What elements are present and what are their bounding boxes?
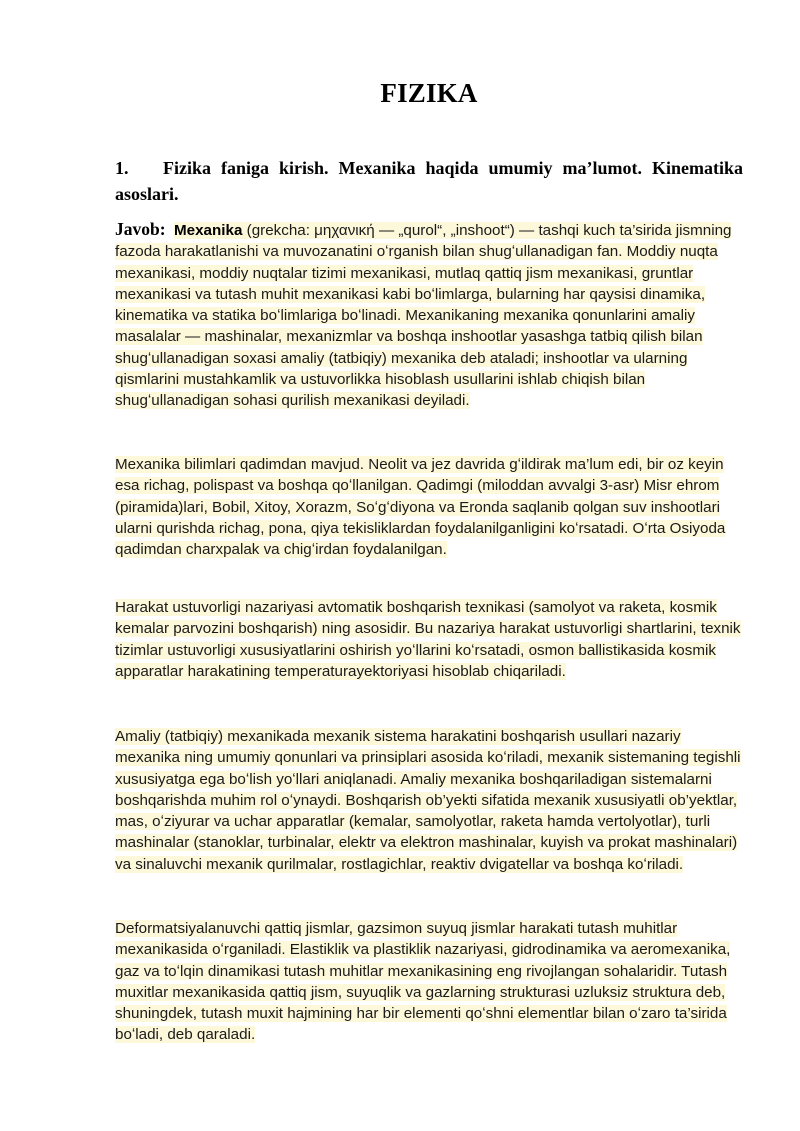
section-title: Fizika faniga kirish. Mexanika haqida umumiy ma’lumot. Kinematika asoslari. [115, 158, 743, 204]
answer-label: Javob: [115, 219, 166, 239]
answer-paragraph-5 [115, 918, 747, 1046]
section-heading [115, 155, 743, 207]
page-title: FIZIKA [380, 78, 478, 108]
answer-paragraph-1 [115, 219, 747, 412]
paragraph-text: Mexanika bilimlari qadimdan mavjud. Neolit va jez davrida gʻildirak ma’lum edi, bir oz keyin esa richag, polispast va boshqa qoʻllanilgan. Qadimgi (miloddan avvalgi 3-asr) Misr ehrom (piramida)lari, Bobil, Xitoy, Xorazm, Soʻgʻdiyona va Eronda saqlanib qolgan suv inshootlari ularni qurishda richag, pona, qiya tekisliklardan foydalanilganligini koʻrsatadi. Oʻrta Osiyoda qadimdan charxpalak va chigʻirdan foydalanilgan. [115, 456, 726, 559]
answer-term: Mexanika [174, 222, 243, 239]
paragraph-text: (grekcha: μηχανική — „qurol“, „inshoot“) — tashqi kuch ta’sirida jismning fazoda harakatlanishi va muvozanatini oʻrganish bilan shugʻullanadigan fan. Moddiy nuqta mexanikasi, moddiy nuqtalar tizimi mexanikasi, mutlaq qattiq jism mexanikasi, gruntlar mexanikasi va tutash muhit mexanikasi kabi boʻlimlarga, bularning har qaysisi dinamika, kinematika va statika boʻlimlariga boʻlinadi. Mexanikaning mexanika qonunlarini amaliy masalalar — mashinalar, mexanizmlar va boshqa inshootlar yasashga tatbiq qilish bilan shugʻullanadigan soxasi amaliy (tatbiqiy) mexanika deb ataladi; inshootlar va ularning qismlarini mustahkamlik va ustuvorlikka hisoblash usullarini ishlab chiqish bilan shugʻullanadigan sohasi qurilish mexanikasi deyiladi. [115, 222, 732, 410]
paragraph-text: Deformatsiyalanuvchi qattiq jismlar, gazsimon suyuq jismlar harakati tutash muhitlar mexanikasida oʻrganiladi. Elastiklik va plastiklik nazariyasi, gidrodinamika va aeromexanika, gaz va toʻlqin dinamikasi tutash muhitlar mexanikasining eng rivojlangan sohalaridir. Tutash muxitlar mexanikasida qattiq jism, suyuqlik va gazlarning strukturasi uzluksiz struktura deb, shuningdek, tutash muxit hajmining har bir elementi qoʻshni elementlar bilan oʻzaro ta’sirida boʻladi, deb qaraladi. [115, 920, 731, 1044]
answer-paragraph-2 [115, 454, 747, 560]
answer-paragraph-4 [115, 726, 747, 875]
answer-paragraph-3 [115, 597, 747, 682]
section-number: 1. [115, 158, 129, 178]
paragraph-text: Harakat ustuvorligi nazariyasi avtomatik boshqarish texnikasi (samolyot va raketa, kosmik kemalar parvozini boshqarish) ning asosidir. Bu nazariya harakat ustuvorligi shartlarini, texnik tizimlar ustuvorligi xususiyatlarini oshirish yoʻllarini koʻrsatadi, osmon ballistikasida kosmik apparatlar harakatining temperaturayektoriyasi hisoblab chiqariladi. [115, 599, 741, 680]
paragraph-text: Amaliy (tatbiqiy) mexanikada mexanik sistema harakatini boshqarish usullari nazariy mexanika ning umumiy qonunlari va prinsiplari asosida koʻriladi, mexanik sistemaning tegishli xususiyatga ega boʻlish yoʻllari aniqlanadi. Amaliy mexanika boshqariladigan sistemalarni boshqarishda muhim rol oʻynaydi. Boshqarish ob’yekti sifatida mexanik xususiyatli ob’yektlar, mas, oʻziyurar va uchar apparatlar (kemalar, samolyotlar, raketa hamda vertolyotlar), turli mashinalar (stanoklar, turbinalar, elektr va elektron mashinalar, kuyish va prokat mashinalari) va sinaluvchi mexanik qurilmalar, rostlagichlar, reaktiv dvigatellar va boshqa koʻriladi. [115, 728, 741, 873]
